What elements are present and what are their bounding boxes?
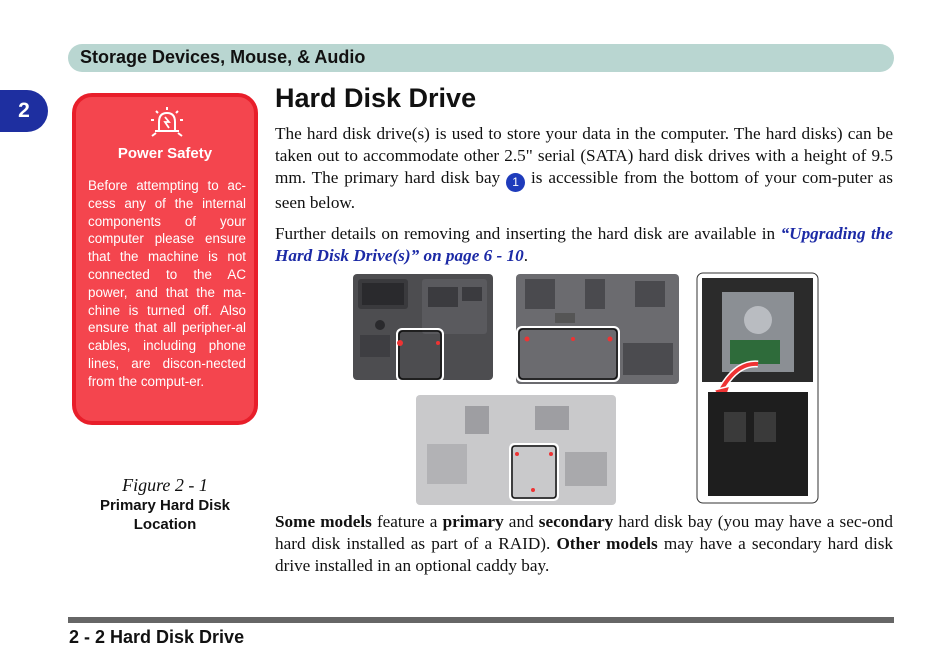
laptop-bottom-photo-3	[415, 394, 617, 506]
safety-text: Before attempting to ac-cess any of the internal components of your computer please ensure that the machine is not connected to the AC power, and that the ma-chine is turned off. Also ensure that all peripher-al cables, including phone lines, are discon-nected from the comput-er.	[88, 178, 246, 389]
hard-disk-caddy-photo	[696, 272, 819, 504]
header-bar	[68, 44, 894, 72]
callout-1-badge: 1	[506, 173, 525, 192]
figure-caption	[72, 474, 258, 534]
laptop-bottom-photo-2	[515, 273, 680, 385]
upgrading-hdd-link[interactable]: “Upgrading the Hard Disk Drive(s)” on page 6 - 10	[275, 224, 893, 265]
chapter-tab: 2	[0, 90, 48, 132]
laptop-bottom-photo-1	[352, 273, 494, 383]
safety-title: Power Safety	[117, 145, 213, 162]
figure-number: Figure 2 - 1	[122, 475, 208, 495]
paragraph-models: Some models feature a primary and secondary hard disk bay (you may have a sec-ond hard disk installed as part of a RAID). Other models may have a secondary hard disk drive installed in an optional caddy bay.	[275, 512, 894, 575]
figure-title-line1: Primary Hard Disk	[99, 497, 231, 514]
footer-rule	[68, 617, 894, 623]
paragraph-further-details: Further details on removing and inserting the hard disk are available in “Upgrading the Hard Disk Drive(s)” on page 6 - 10.	[275, 224, 893, 265]
section-title: Hard Disk Drive	[275, 83, 477, 113]
paragraph-intro: The hard disk drive(s) is used to store your data in the computer. The hard disks) can be taken out to accommodate other 2.5" serial (SATA) hard disk drives with a height of 9.5 mm. The primary hard disk bay 1 is accessible from the bottom of your com-puter as seen below.	[275, 124, 893, 212]
power-safety-box	[72, 93, 258, 425]
power-warning-icon	[150, 107, 184, 137]
figure-title-line2: Location	[133, 516, 197, 533]
header-title: Storage Devices, Mouse, & Audio	[80, 47, 366, 67]
footer-page-label: 2 - 2 Hard Disk Drive	[69, 627, 245, 647]
